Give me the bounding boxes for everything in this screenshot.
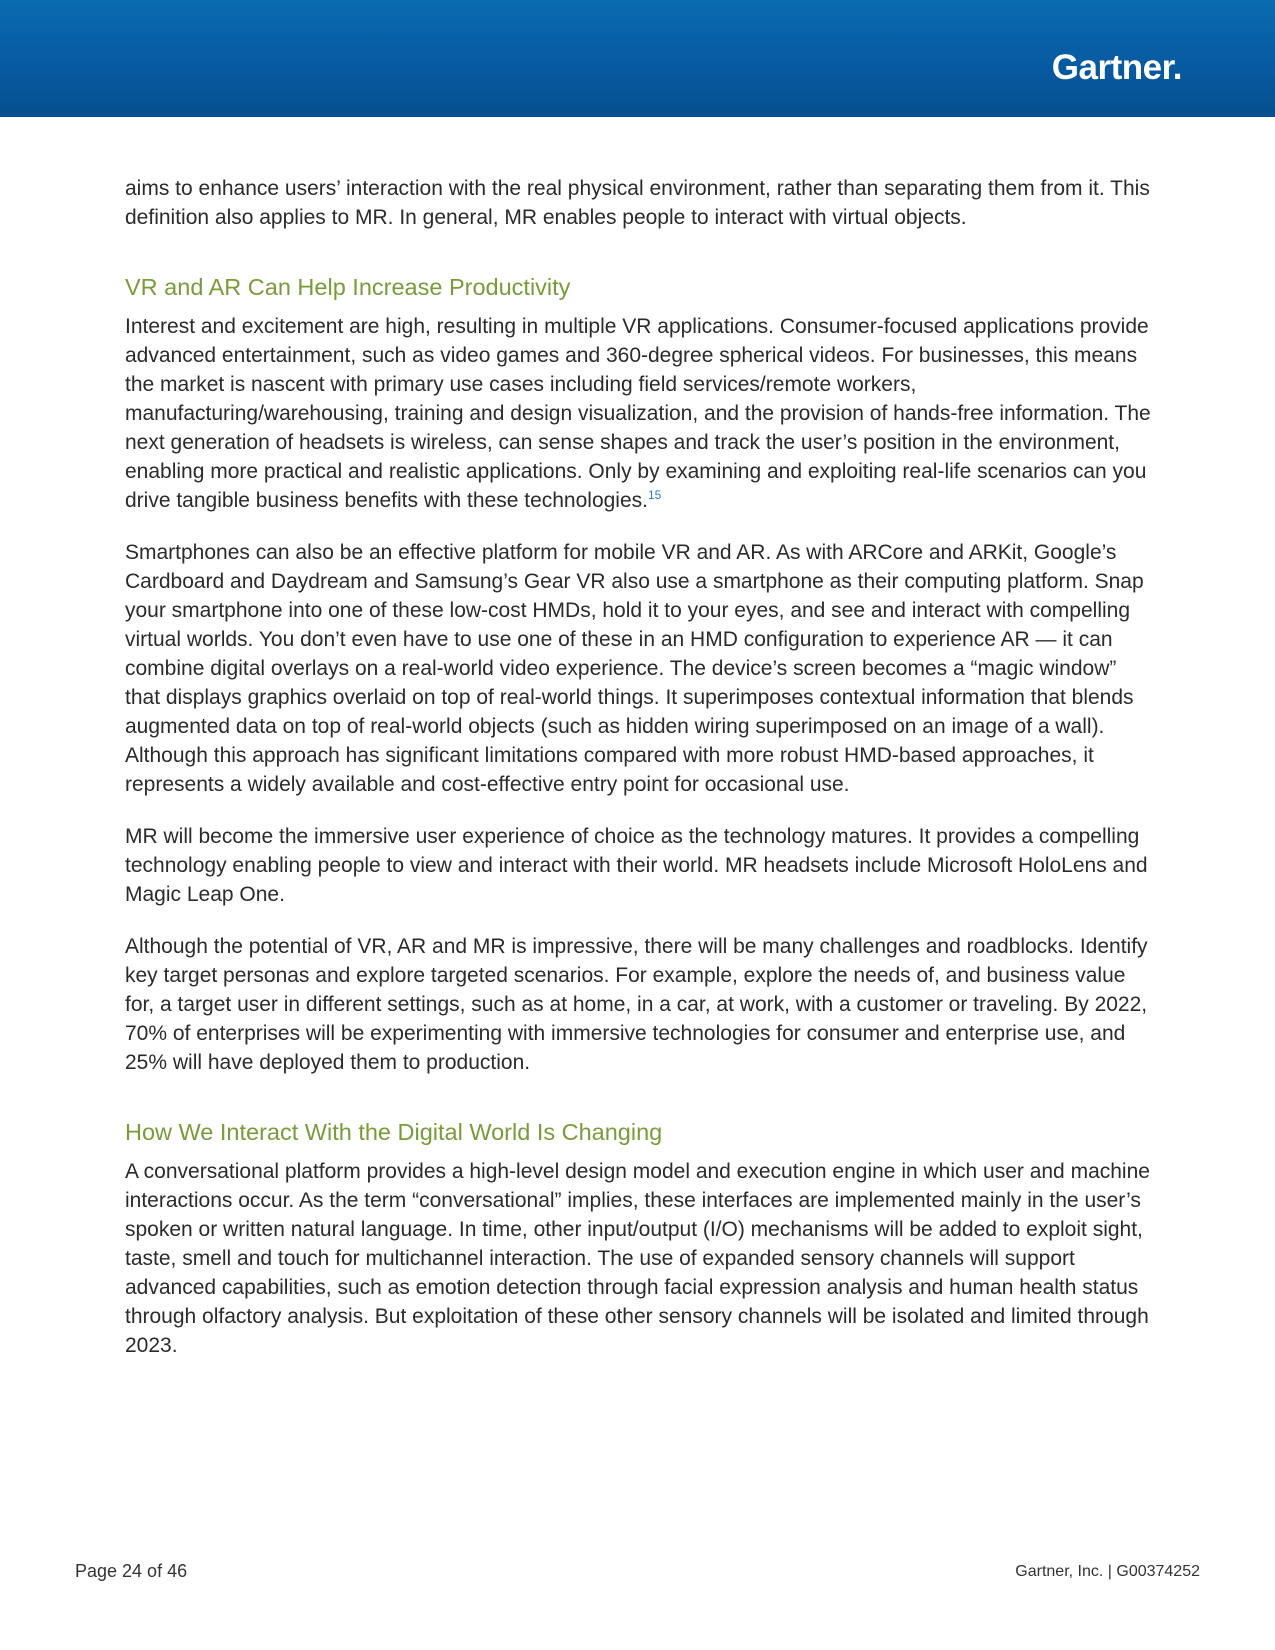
section-heading-productivity: VR and AR Can Help Increase Productivity (125, 274, 571, 300)
paragraph-challenges: Although the potential of VR, AR and MR is impressive, there will be many challenges and roadblocks. Identify key target personas and explore targeted scenarios. For example, explore the needs of, and business value for, a target user in different settings, such as at home, in a car, at work, with a customer or traveling. By 2022, 70% of enterprises will be experimenting with immersive technologies for consumer and enterprise use, and 25% will have deployed them to production. (125, 935, 1148, 1074)
paragraph-smartphones: Smartphones can also be an effective platform for mobile VR and AR. As with ARCore and ARKit, Google’s Cardboard and Daydream and Samsung’s Gear VR also use a smartphone as their computing platform. Snap your smartphone into one of these low-cost HMDs, hold it to your eyes, and see and interact with compelling virtual worlds. You don’t even have to use one of these in an HMD configuration to experience AR — it can combine digital overlays on a real-world video experience. The device’s screen becomes a “magic window” that displays graphics overlaid on top of real-world things. It superimposes contextual information that blends augmented data on top of real-world objects (such as hidden wiring superimposed on an image of a wall). Although this approach has significant limitations compared with more robust HMD-based approaches, it represents a widely available and cost-effective entry point for occasional use. (125, 541, 1144, 796)
header-banner (0, 0, 1275, 117)
section-heading-digital-world: How We Interact With the Digital World Is Changing (125, 1119, 663, 1145)
page-number: Page 24 of 46 (75, 1561, 188, 1581)
paragraph-vr-applications (125, 312, 1155, 515)
paragraph-intro: aims to enhance users’ interaction with the real physical environment, rather than separating them from it. This definition also applies to MR. In general, MR enables people to interact with virtual objects. (125, 177, 1150, 229)
paragraph-conversational-platform: A conversational platform provides a high-level design model and execution engine in which user and machine interactions occur. As the term “conversational” implies, these interfaces are implemented mainly in the user’s spoken or written natural language. In time, other input/output (I/O) mechanisms will be added to exploit sight, taste, smell and touch for multichannel interaction. The use of expanded sensory channels will support advanced capabilities, such as emotion detection through facial expression analysis and human health status through olfactory analysis. But exploitation of these other sensory channels will be isolated and limited through 2023. (125, 1160, 1150, 1357)
gartner-logo: Gartner. (1051, 48, 1182, 87)
document-id: Gartner, Inc. | G00374252 (1015, 1563, 1200, 1580)
document-body (125, 174, 1155, 1383)
paragraph-text: Interest and excitement are high, resulting in multiple VR applications. Consumer-focused applications provide advanced entertainment, such as video games and 360-degree spherical videos. For businesses, this means the market is nascent with primary use cases including field services/remote workers, manufacturing/warehousing, training and design visualization, and the provision of hands-free information. The next generation of headsets is wireless, can sense shapes and track the user’s position in the environment, enabling more practical and realistic applications. Only by examining and exploiting real-life scenarios can you drive tangible business benefits with these technologies. (125, 315, 1151, 512)
paragraph-mr: MR will become the immersive user experience of choice as the technology matures. It provides a compelling technology enabling people to view and interact with their world. MR headsets include Microsoft HoloLens and Magic Leap One. (125, 825, 1148, 906)
footnote-link[interactable]: 15 (648, 488, 662, 502)
